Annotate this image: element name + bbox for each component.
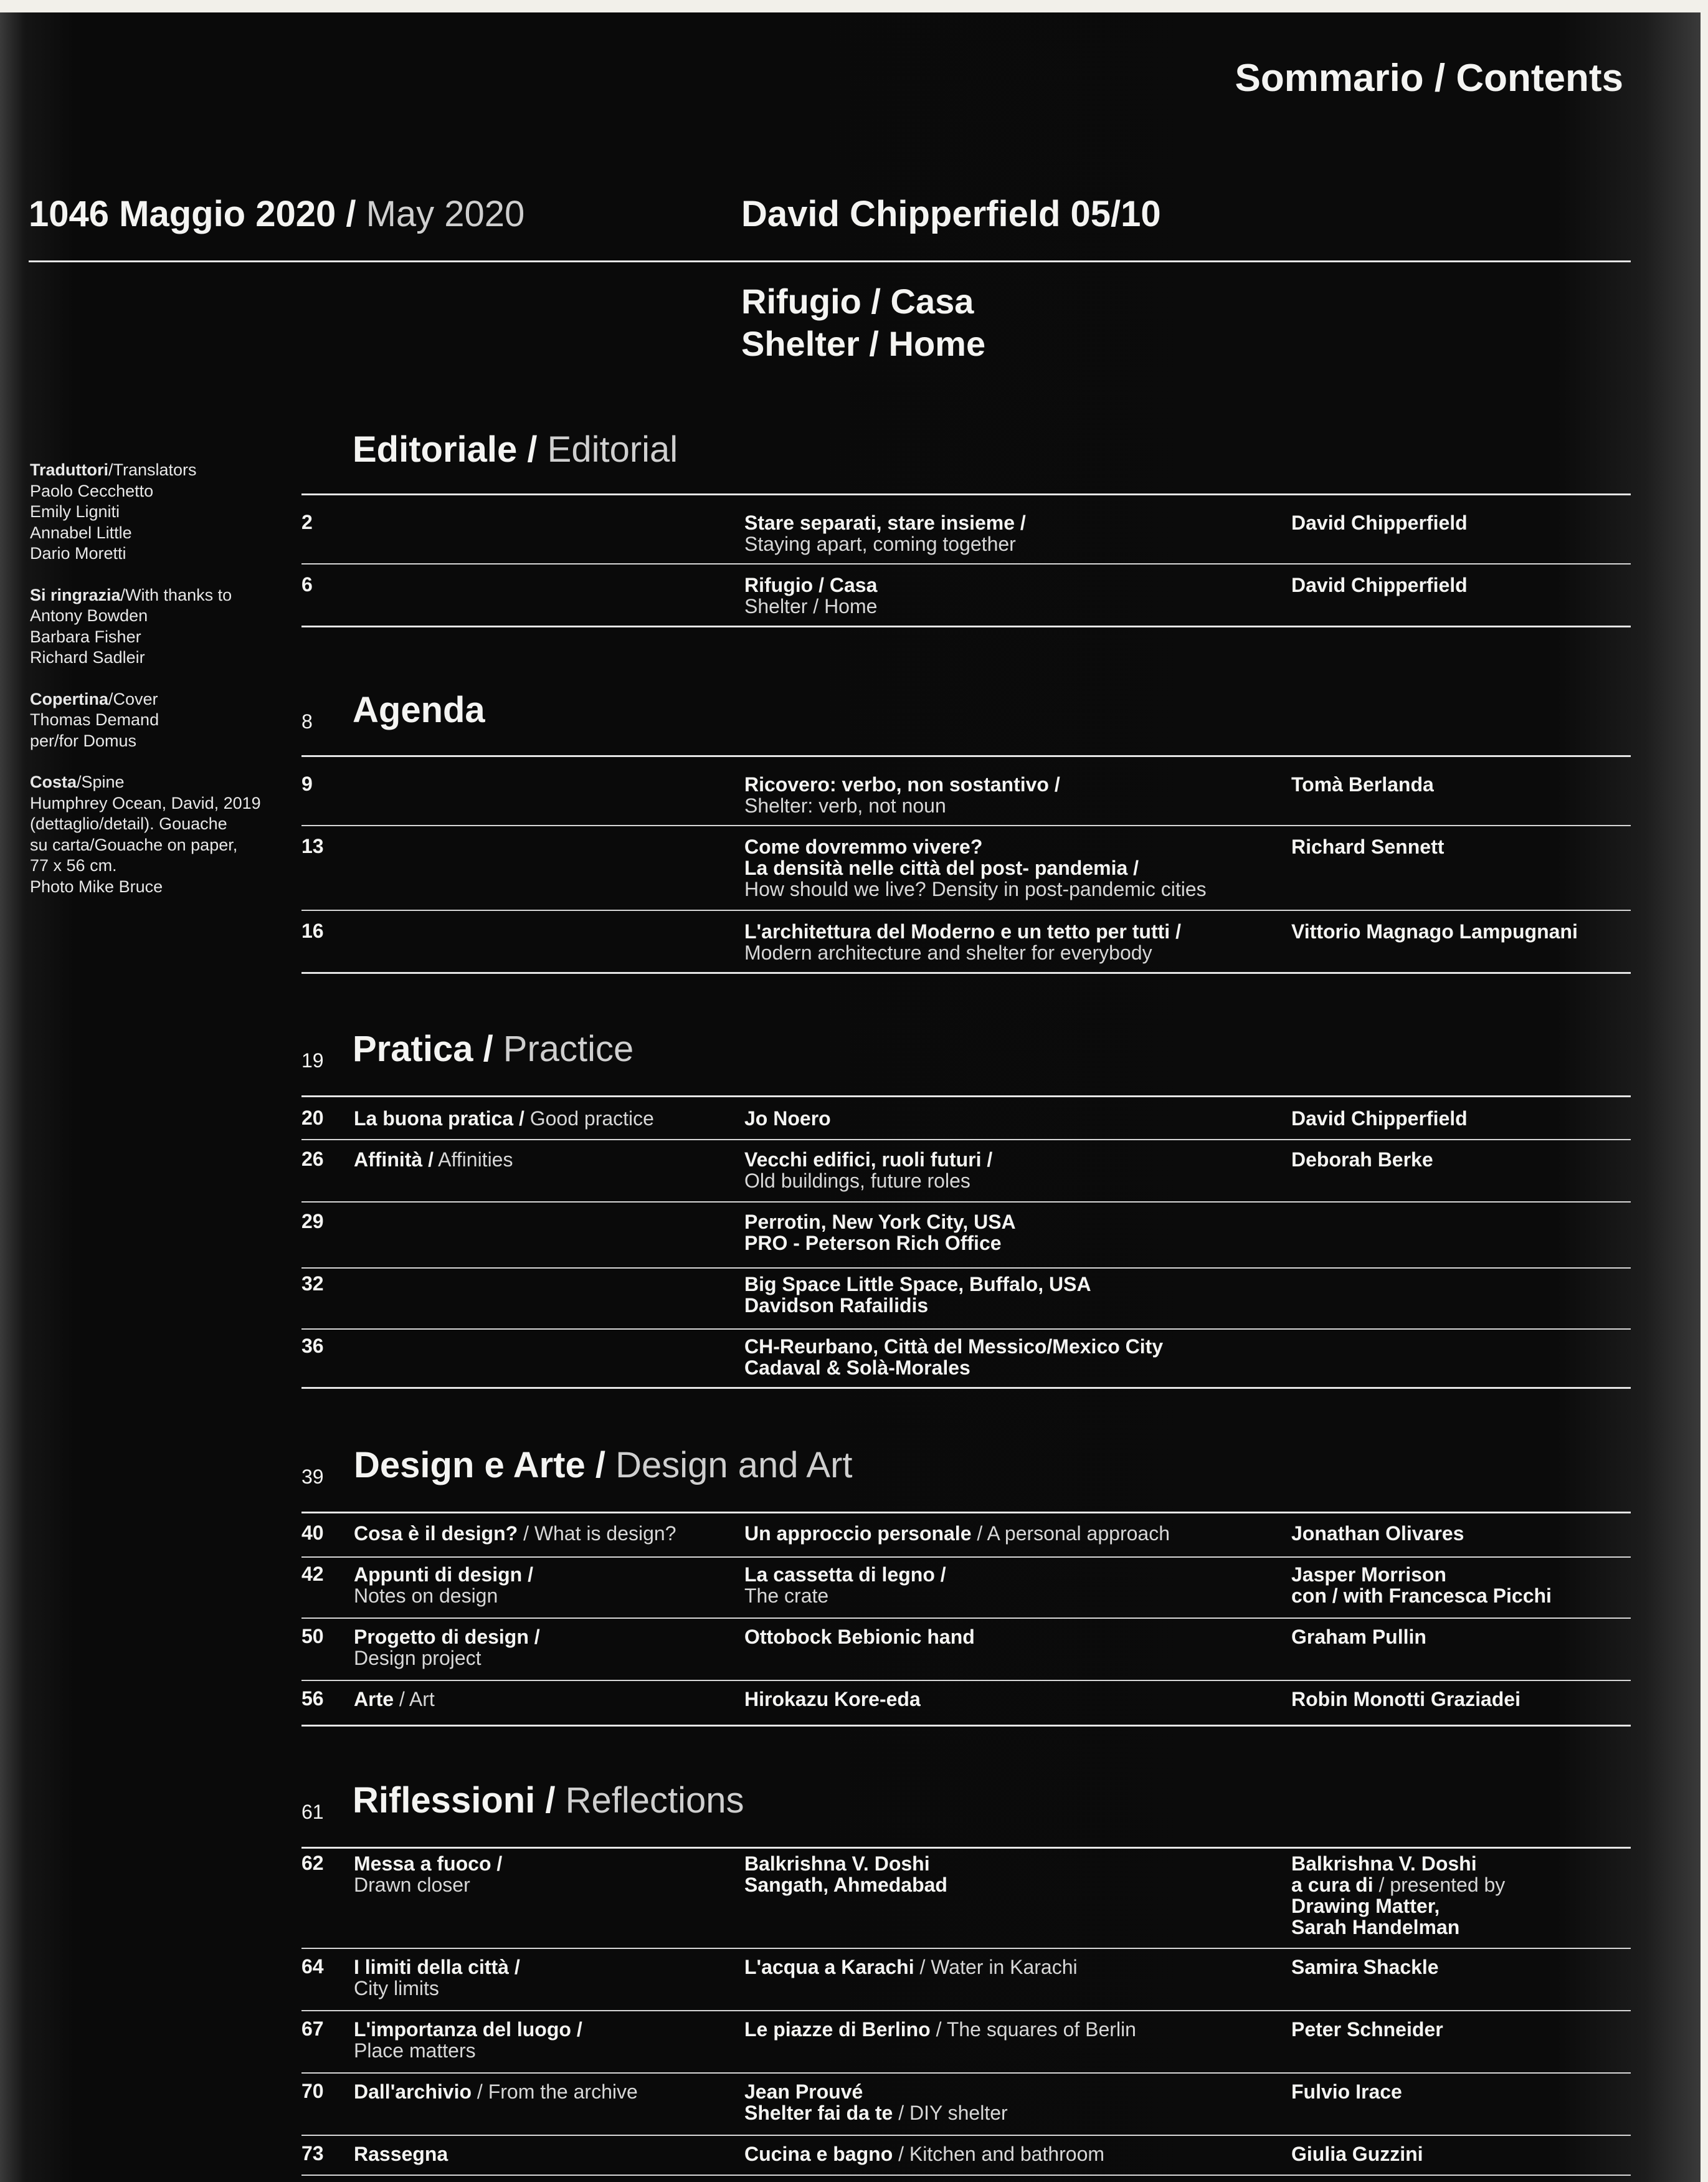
row-divider [301,2135,1631,2136]
entry-author: Tomà Berlanda [1291,773,1434,796]
entry-author: Vittorio Magnago Lampugnani [1291,920,1578,943]
entry-author: Giulia Guzzini [1291,2143,1423,2165]
entry-rubric: I limiti della città / City limits [354,1956,520,1999]
entry-title: L'acqua a Karachi / Water in Karachi [744,1956,1078,1978]
entry-author: Deborah Berke [1291,1148,1433,1171]
row-divider [301,1948,1631,1949]
page-number: 9 [301,773,313,795]
entry-author: Robin Monotti Graziadei [1291,1688,1521,1710]
entry-title: Hirokazu Kore-eda [744,1688,921,1710]
row-divider [301,1328,1631,1330]
entry-rubric: Dall'archivio / From the archive [354,2080,638,2103]
section-divider [301,755,1631,757]
credits-spine: Costa/Spine Humphrey Ocean, David, 2019 (dettaglio/detail). Gouache su carta/Gouache on paper, 77 x 56 cm. Photo Mike Bruce [30,773,261,896]
section-divider [301,972,1631,974]
entry-title: Le piazze di Berlino / The squares of Berlin [744,2018,1136,2041]
entry-title: Vecchi edifici, ruoli futuri / Old buildings, future roles [744,1148,993,1192]
row-divider [301,825,1631,826]
entry-author: Samira Shackle [1291,1956,1439,1978]
entry-title: Big Space Little Space, Buffalo, USA Davidson Rafailidis [744,1273,1091,1317]
entry-title: Ricovero: verbo, non sostantivo / Shelter: verb, not noun [744,773,1060,817]
row-divider [301,563,1631,565]
section-title-editorial: Editoriale / Editorial [353,429,678,470]
page-number: 32 [301,1272,324,1295]
entry-author: Richard Sennett [1291,836,1445,858]
entry-rubric: Arte / Art [354,1688,435,1710]
row-divider [301,1680,1631,1681]
page-number: 73 [301,2142,324,2165]
page-number: 20 [301,1107,324,1129]
entry-rubric: Appunti di design / Notes on design [354,1563,533,1607]
contents-page [0,12,1701,2182]
page-title: Sommario / Contents [1235,57,1623,100]
row-divider [301,1267,1631,1269]
section-divider [301,1512,1631,1513]
entry-title: Stare separati, stare insieme / Staying apart, coming together [744,512,1026,555]
row-divider [301,1617,1631,1619]
page-number: 16 [301,920,324,942]
entry-author: Jasper Morrison con / with Francesca Picchi [1291,1563,1552,1607]
page-number: 26 [301,1148,324,1170]
row-divider [301,910,1631,911]
entry-title: Un approccio personale / A personal approach [744,1522,1170,1545]
page-number: 62 [301,1852,324,1874]
page-number: 2 [301,511,313,533]
row-divider [301,1556,1631,1558]
page-number: 64 [301,1955,324,1978]
entry-title: L'architettura del Moderno e un tetto per tutti / Modern architecture and shelter for everybody [744,920,1181,964]
page-number: 40 [301,1522,324,1544]
entry-author: Graham Pullin [1291,1626,1426,1648]
entry-rubric: Cosa è il design? / What is design? [354,1522,676,1545]
entry-title: Jo Noero [744,1107,831,1130]
credits-column [30,460,279,918]
row-divider [301,2010,1631,2011]
section-divider [301,1725,1631,1727]
section-page-number: 19 [301,1049,324,1072]
entry-author: Balkrishna V. Doshi a cura di / presented by Drawing Matter, Sarah Handelman [1291,1852,1506,1938]
section-page-number: 39 [301,1465,324,1488]
section-page-number: 61 [301,1801,324,1823]
entry-rubric: Rassegna [354,2143,448,2165]
credits-thanks: Si ringrazia/With thanks to Antony Bowden Barbara Fisher Richard Sadleir [30,585,232,667]
credits-translators: Traduttori/Translators Paolo Cecchetto Emily Ligniti Annabel Little Dario Moretti [30,460,197,563]
page-number: 36 [301,1335,324,1357]
header-divider [29,260,1631,262]
entry-title: Jean Prouvé Shelter fai da te / DIY shelter [744,2080,1008,2124]
page-number: 70 [301,2080,324,2102]
section-page-number: 8 [301,710,313,733]
entry-author: David Chipperfield [1291,512,1468,534]
row-divider [301,2072,1631,2074]
entry-author: David Chipperfield [1291,574,1468,596]
section-divider [301,626,1631,627]
entry-rubric: L'importanza del luogo / Place matters [354,2018,582,2062]
credits-cover: Copertina/Cover Thomas Demand per/for Domus [30,689,159,750]
row-divider [301,2175,1631,2176]
page-number: 42 [301,1563,324,1585]
page-number: 6 [301,573,313,596]
section-title-practice: Pratica / Practice [353,1029,634,1069]
entry-title: Cucina e bagno / Kitchen and bathroom [744,2143,1105,2165]
entry-title: Rifugio / Casa Shelter / Home [744,574,878,617]
page-number: 56 [301,1687,324,1710]
section-divider [301,1387,1631,1389]
page-number: 29 [301,1210,324,1232]
entry-title: Balkrishna V. Doshi Sangath, Ahmedabad [744,1852,947,1896]
entry-title: Come dovremmo vivere? La densità nelle città del post- pandemia / How should we live? Density in post-pandemic cities [744,836,1207,900]
entry-rubric: La buona pratica / Good practice [354,1107,654,1130]
section-title-agenda: Agenda [353,690,485,730]
issue-line: 1046 Maggio 2020 / May 2020 [29,194,525,234]
entry-rubric: Affinità / Affinities [354,1148,513,1171]
section-divider [301,1847,1631,1849]
row-divider [301,1201,1631,1203]
page-number: 67 [301,2018,324,2040]
section-divider [301,493,1631,495]
section-title-reflections: Riflessioni / Reflections [353,1780,744,1821]
entry-author: Jonathan Olivares [1291,1522,1464,1545]
entry-title: La cassetta di legno / The crate [744,1563,946,1607]
entry-title: Perrotin, New York City, USA PRO - Peterson Rich Office [744,1211,1016,1254]
issue-theme: Rifugio / Casa Shelter / Home [741,282,986,363]
section-divider [301,1095,1631,1097]
entry-author: Peter Schneider [1291,2018,1443,2041]
row-divider [301,1139,1631,1140]
section-title-design: Design e Arte / Design and Art [354,1445,853,1485]
entry-author: David Chipperfield [1291,1107,1468,1130]
entry-title: Ottobock Bebionic hand [744,1626,975,1648]
page-number: 13 [301,835,324,857]
issue-subject: David Chipperfield 05/10 [741,194,1161,234]
page-number: 50 [301,1625,324,1647]
entry-title: CH-Reurbano, Città del Messico/Mexico City Cadaval & Solà-Morales [744,1335,1164,1379]
entry-rubric: Progetto di design / Design project [354,1626,540,1669]
entry-author: Fulvio Irace [1291,2080,1402,2103]
entry-rubric: Messa a fuoco / Drawn closer [354,1852,503,1896]
